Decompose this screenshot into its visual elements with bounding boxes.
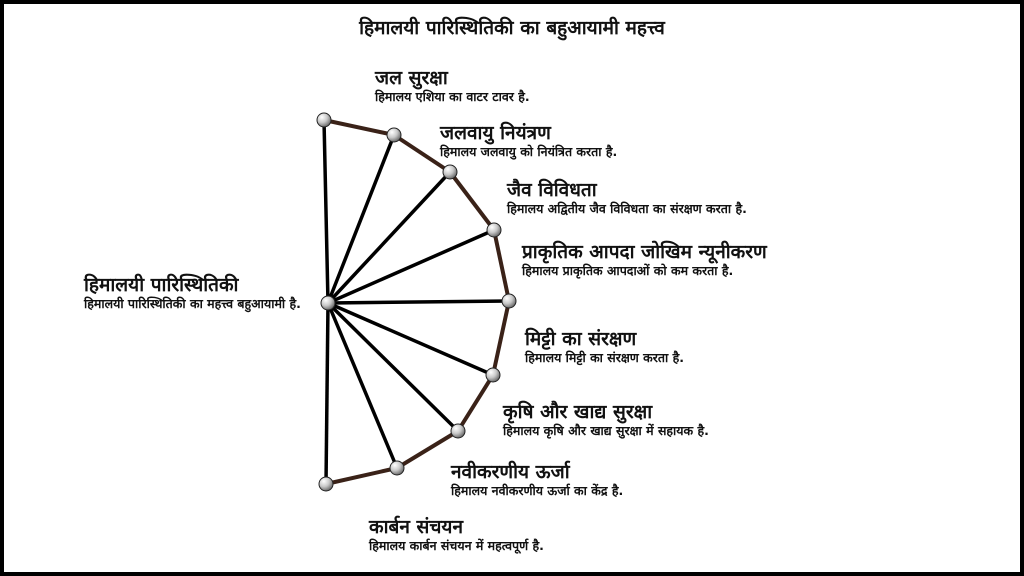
node-heading: जल सुरक्षा — [375, 67, 448, 89]
node-climate-control — [440, 122, 617, 160]
fan-node-8 — [319, 477, 333, 491]
node-description: हिमालय अद्वितीय जैव विविधता का संरक्षण करता है. — [507, 201, 747, 216]
diagram-canvas — [4, 4, 1020, 572]
node-water-security — [375, 67, 530, 105]
arc-segment-7 — [326, 468, 397, 484]
arc-segment-3 — [494, 230, 509, 301]
center-description: हिमालयी पारिस्थितिकी का महत्त्व बहुआयामी है. — [84, 296, 301, 311]
diagram-title: हिमालयी पारिस्थितिकी का बहुआयामी महत्त्व — [359, 17, 665, 39]
fan-node-5 — [486, 368, 500, 382]
node-soil-conservation — [525, 328, 684, 366]
node-heading: प्राकृतिक आपदा जोखिम न्यूनीकरण — [522, 241, 767, 263]
spoke-line-2 — [328, 172, 450, 303]
node-heading: जैव विविधता — [507, 179, 597, 201]
node-renewable-energy — [451, 461, 623, 499]
node-description: हिमालय एशिया का वाटर टावर है. — [375, 89, 530, 104]
arc-segment-0 — [324, 120, 394, 135]
arc-segment-5 — [458, 375, 493, 431]
node-heading: मिट्टी का संरक्षण — [525, 328, 637, 350]
node-heading: नवीकरणीय ऊर्जा — [451, 461, 570, 483]
node-description: हिमालय कार्बन संचयन में महत्वपूर्ण है. — [369, 538, 544, 553]
arc-segment-4 — [493, 301, 509, 375]
fan-node-4 — [502, 294, 516, 308]
fan-node-1 — [387, 128, 401, 142]
node-description: हिमालय कृषि और खाद्य सुरक्षा में सहायक है. — [503, 423, 709, 438]
spoke-line-8 — [326, 303, 328, 484]
arc-segment-2 — [450, 172, 494, 230]
center-node — [84, 274, 334, 312]
spoke-line-6 — [328, 303, 458, 431]
node-heading: कृषि और खाद्य सुरक्षा — [503, 401, 653, 423]
node-heading: कार्बन संचयन — [369, 516, 463, 538]
fan-node-7 — [390, 461, 404, 475]
fan-node-6 — [451, 424, 465, 438]
fan-node-2 — [443, 165, 457, 179]
node-biodiversity — [507, 179, 747, 217]
node-description: हिमालय प्राकृतिक आपदाओं को कम करता है. — [522, 263, 734, 278]
node-description: हिमालय नवीकरणीय ऊर्जा का केंद्र है. — [451, 483, 624, 498]
node-heading: जलवायु नियंत्रण — [440, 122, 551, 144]
node-agriculture-food-security — [503, 401, 709, 439]
node-description: हिमालय मिट्टी का संरक्षण करता है. — [525, 350, 684, 365]
fan-node-3 — [487, 223, 501, 237]
spoke-line-4 — [328, 301, 509, 303]
arc-segment-6 — [397, 431, 458, 468]
node-description: हिमालय जलवायु को नियंत्रित करता है. — [440, 144, 618, 159]
node-disaster-risk-reduction — [522, 241, 767, 279]
fan-node-0 — [317, 113, 331, 127]
center-heading: हिमालयी पारिस्थितिकी — [84, 274, 239, 296]
node-carbon-sequestration — [369, 516, 544, 554]
